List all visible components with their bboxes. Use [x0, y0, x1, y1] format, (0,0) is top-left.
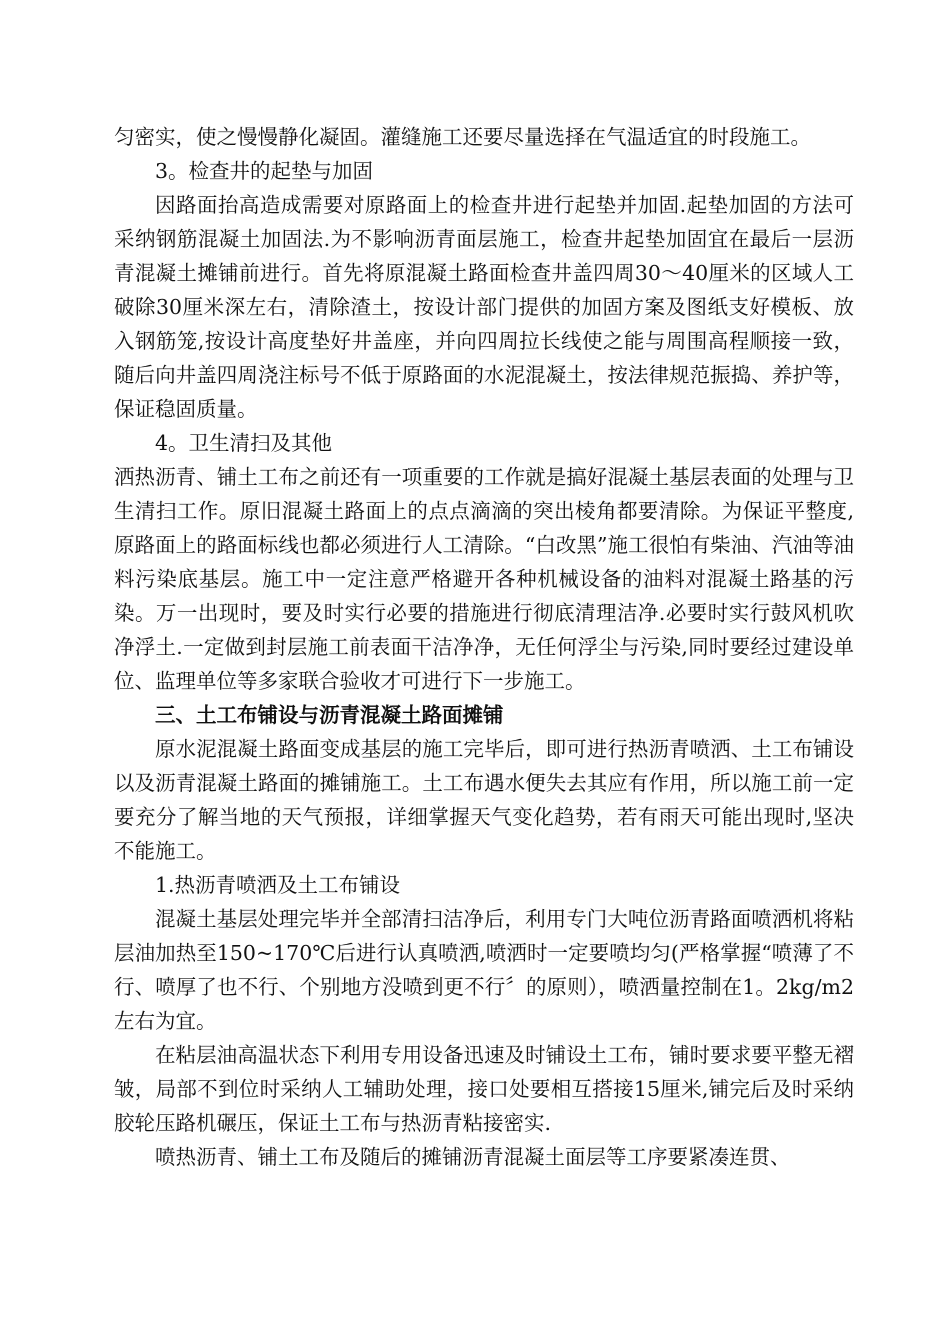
paragraph-cleaning: 洒热沥青、铺土工布之前还有一项重要的工作就是搞好混凝土基层表面的处理与卫生清扫工作。原旧混凝土路面上的点点滴滴的突出棱角都要清除。为保证平整度,原路面上的路面标线也都必须进行人工清除。“白改黑”施工很怕有柴油、汽油等油料污染底基层。施工中一定注意严格避开各种机械设备的油料对混凝土路基的污染。万一出现时，要及时实行必要的措施进行彻底清理洁净.必要时实行鼓风机吹净浮土.一定做到封层施工前表面干洁净净，无任何浮尘与污染,同时要经过建设单位、监理单位等多家联合验收才可进行下一步施工。: [114, 465, 854, 693]
paragraph-manhole-raising: 因路面抬高造成需要对原路面上的检查井进行起垫并加固.起垫加固的方法可采纳钢筋混凝土加固法.为不影响沥青面层施工，检查井起垫加固宜在最后一层沥青混凝土摊铺前进行。首先将原混凝土路面检查井盖四周30～40厘米的区域人工破除30厘米深左右，清除渣土，按设计部门提供的加固方案及图纸支好模板、放入钢筋笼,按设计高度垫好井盖座，并向四周拉长线使之能与周围高程顺接一致，随后向井盖四周浇注标号不低于原路面的水泥混凝土，按法律规范振捣、养护等，保证稳固质量。: [114, 193, 854, 421]
paragraph-asphalt-spraying: 混凝土基层处理完毕并全部清扫洁净后，利用专门大吨位沥青路面喷洒机将粘层油加热至150~170℃后进行认真喷洒,喷洒时一定要喷均匀(严格掌握“喷薄了不行、喷厚了也不行、个别地方没喷到更不行〞的原则），喷洒量控制在1。2kg/m2左右为宜。: [114, 907, 854, 1033]
subheading-manhole-raising: 3。检查井的起垫与加固: [155, 159, 374, 183]
paragraph-geotextile-laying: 在粘层油高温状态下利用专用设备迅速及时铺设土工布，铺时要求要平整无褶皱，局部不到位时采纳人工辅助处理，接口处要相互搭接15厘米,铺完后及时采纳胶轮压路机碾压，保证土工布与热沥青粘接密实.: [114, 1043, 854, 1135]
document-page: [114, 120, 854, 1174]
paragraph-process-continuity: 喷热沥青、铺土工布及随后的摊铺沥青混凝土面层等工序要紧凑连贯、: [155, 1145, 791, 1169]
subheading-cleaning: 4。卫生清扫及其他: [155, 431, 333, 455]
paragraph-section-intro: 原水泥混凝土路面变成基层的施工完毕后，即可进行热沥青喷洒、土工布铺设以及沥青混凝土路面的摊铺施工。土工布遇水便失去其应有作用，所以施工前一定要充分了解当地的天气预报，详细掌握天气变化趋势，若有雨天可能出现时,坚决不能施工。: [114, 737, 854, 863]
section-heading-geotextile-paving: 三、土工布铺设与沥青混凝土路面摊铺: [155, 703, 504, 727]
paragraph-grout-curing: 匀密实，使之慢慢静化凝固。灌缝施工还要尽量选择在气温适宜的时段施工。: [114, 125, 811, 149]
subheading-asphalt-spraying: 1.热沥青喷洒及土工布铺设: [155, 873, 401, 897]
